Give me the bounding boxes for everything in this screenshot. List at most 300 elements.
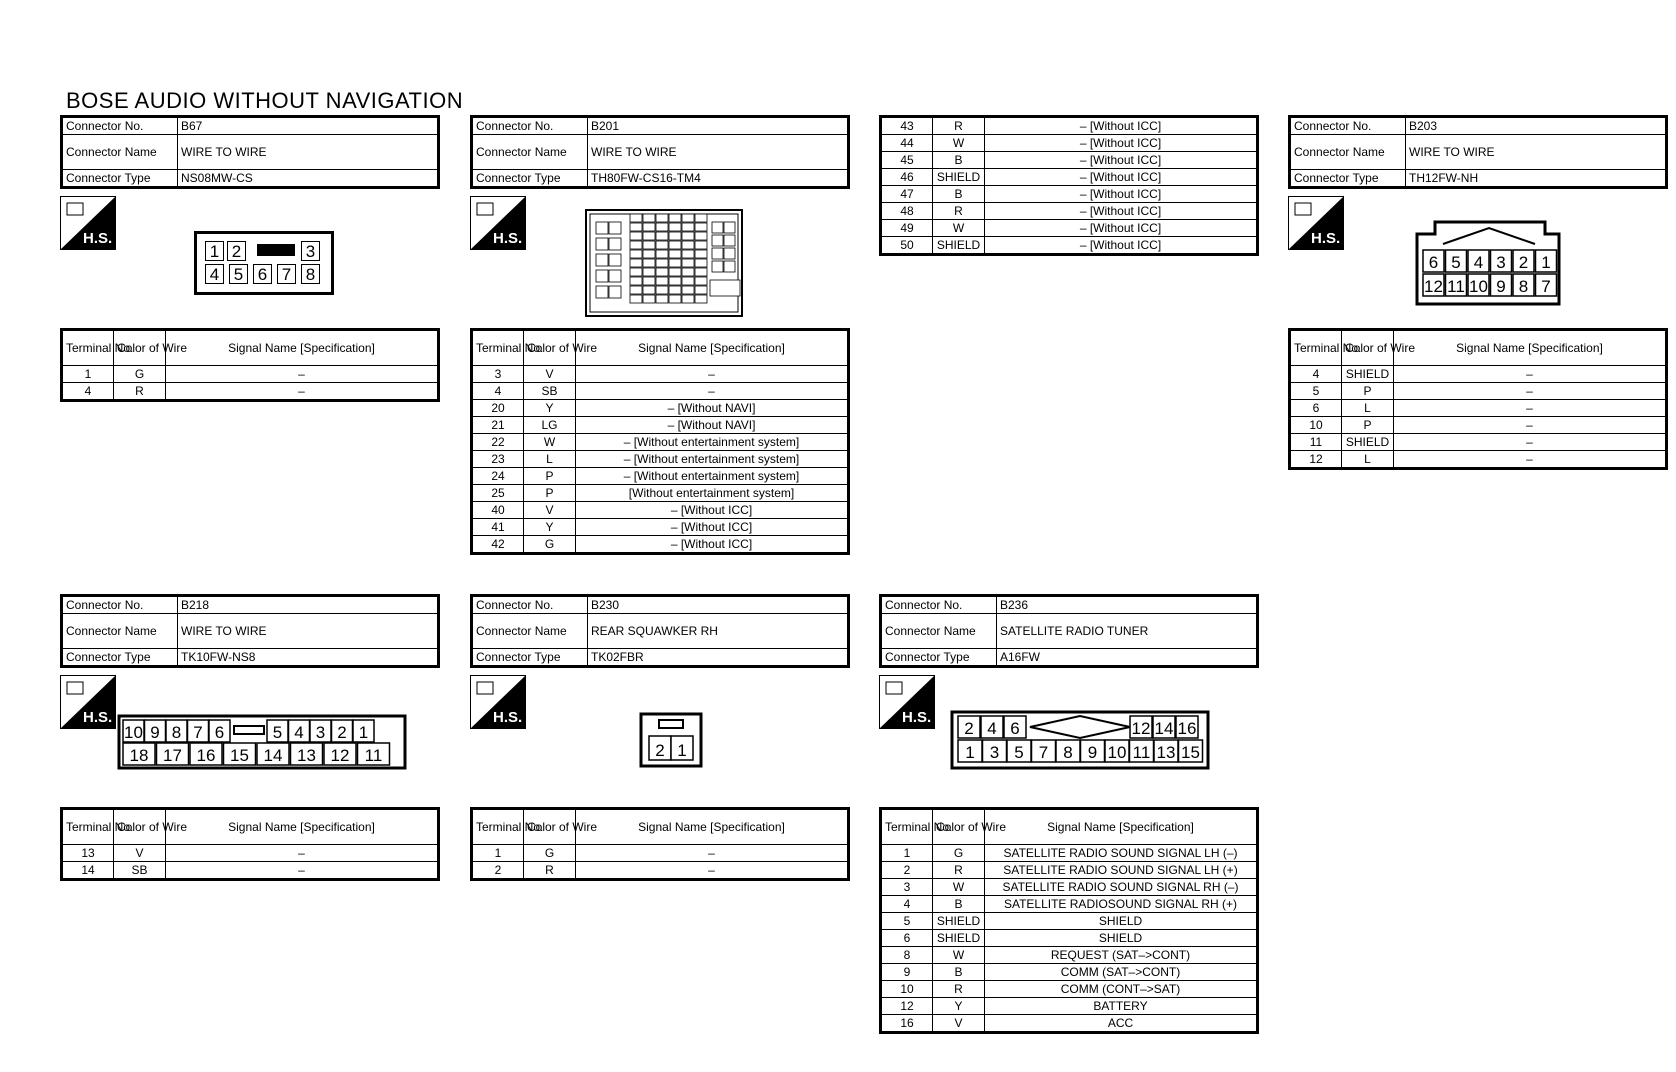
terminal-cell: 41 (472, 519, 524, 536)
table-row (472, 400, 849, 417)
terminal-cell: 47 (881, 186, 933, 203)
pin (1491, 274, 1512, 296)
pin (1130, 740, 1154, 762)
table-row (1290, 383, 1667, 400)
pin (1423, 274, 1444, 296)
color-cell: L (524, 451, 576, 468)
table-row (881, 152, 1258, 169)
svg-text:11: 11 (1132, 743, 1151, 762)
terminal-cell: 5 (1290, 383, 1342, 400)
terminal-cell: 12 (1290, 451, 1342, 469)
signal-cell: – (166, 862, 439, 880)
table-row (472, 451, 849, 468)
color-cell: B (933, 152, 985, 169)
terminal-cell: 24 (472, 468, 524, 485)
color-cell: P (1342, 417, 1394, 434)
pin (289, 720, 310, 742)
svg-text:H.S.: H.S. (83, 230, 113, 247)
table-row (472, 536, 849, 554)
color-cell: V (524, 502, 576, 519)
terminal-cell: 14 (62, 862, 114, 880)
color-cell: Y (524, 400, 576, 417)
color-cell: W (933, 135, 985, 152)
pin: 4 (205, 264, 224, 284)
table-row (881, 845, 1258, 862)
pin (649, 736, 671, 760)
hs-icon (60, 675, 116, 729)
color-cell: R (524, 862, 576, 880)
svg-text:7: 7 (193, 723, 203, 742)
connector-b218-header: Connector No. B218 Connector Name WIRE TO WIRE Connector Type TK10FW-NS8 (60, 594, 440, 668)
terminal-cell: 11 (1290, 434, 1342, 451)
terminal-cell: 10 (1290, 417, 1342, 434)
color-cell: R (933, 117, 985, 135)
terminal-cell: 50 (881, 237, 933, 255)
terminal-cell: 10 (881, 981, 933, 998)
color-cell: SHIELD (933, 237, 985, 255)
pin (1491, 250, 1512, 272)
svg-text:1: 1 (1541, 253, 1551, 272)
terminal-cell: 20 (472, 400, 524, 417)
terminal-cell: 13 (62, 845, 114, 862)
pin (332, 720, 353, 742)
signal-cell: – (1394, 400, 1667, 417)
pin (123, 720, 144, 742)
signal-cell: – (1394, 383, 1667, 400)
svg-text:5: 5 (1014, 743, 1024, 762)
color-cell: L (1342, 451, 1394, 469)
hs-icon (1288, 196, 1344, 250)
signal-cell: – [Without ICC] (985, 135, 1258, 152)
connector-b230-header: Connector No. B230 Connector Name REAR SQUAWKER RH Connector Type TK02FBR (470, 594, 850, 668)
signal-cell: – [Without ICC] (985, 220, 1258, 237)
signal-cell: – [Without entertainment system] (576, 451, 849, 468)
color-cell: P (524, 485, 576, 502)
color-cell: Y (933, 998, 985, 1015)
svg-text:5: 5 (1451, 253, 1461, 272)
svg-text:4: 4 (987, 719, 997, 738)
connector-b203-header: Connector No. B203 Connector Name WIRE TO WIRE Connector Type TH12FW-NH (1288, 115, 1668, 189)
pin (983, 740, 1007, 762)
color-cell: G (524, 536, 576, 554)
svg-text:9: 9 (1087, 743, 1098, 762)
pin: 2 (227, 241, 246, 261)
pin (981, 716, 1003, 738)
color-cell: SHIELD (1342, 366, 1394, 383)
svg-text:12: 12 (1424, 277, 1443, 296)
color-cell: SHIELD (933, 930, 985, 947)
svg-text:2: 2 (655, 741, 665, 760)
color-cell: W (933, 879, 985, 896)
signal-cell: – (1394, 451, 1667, 469)
table-row (881, 981, 1258, 998)
table-row: 4 R – (62, 383, 439, 401)
table-row: 1 G – (62, 366, 439, 383)
svg-text:3: 3 (1496, 253, 1506, 272)
svg-text:13: 13 (1156, 743, 1176, 762)
svg-text:3: 3 (989, 743, 1000, 762)
table-row (62, 862, 439, 880)
table-row (881, 1015, 1258, 1033)
connector-b201-header: Connector No. B201 Connector Name WIRE TO WIRE Connector Type TH80FW-CS16-TM4 (470, 115, 850, 189)
terminal-cell: 2 (881, 862, 933, 879)
table-row (881, 237, 1258, 255)
terminal-cell: 25 (472, 485, 524, 502)
terminal-cell: 46 (881, 169, 933, 186)
color-cell: SHIELD (933, 169, 985, 186)
pin (1423, 250, 1444, 272)
table-row (881, 879, 1258, 896)
connector-b236-header: Connector No. B236 Connector Name SATELLITE RADIO TUNER Connector Type A16FW (879, 594, 1259, 668)
connector-b67-header: Connector No. B67 Connector Name WIRE TO WIRE Connector Type NS08MW-CS (60, 115, 440, 189)
signal-cell: – (576, 845, 849, 862)
pin (1056, 740, 1080, 762)
terminal-cell: 3 (472, 366, 524, 383)
svg-text:12: 12 (1131, 719, 1151, 738)
pin (267, 720, 288, 742)
pin (257, 743, 289, 765)
color-cell: SB (524, 383, 576, 400)
pin (1176, 716, 1198, 738)
terminal-cell: 4 (881, 896, 933, 913)
svg-text:H.S.: H.S. (1311, 230, 1341, 247)
color-cell: G (933, 845, 985, 862)
table-row (472, 502, 849, 519)
svg-text:10: 10 (1107, 743, 1127, 762)
pin (157, 743, 189, 765)
pin (958, 716, 980, 738)
svg-text:11: 11 (1447, 277, 1465, 296)
svg-text:4: 4 (294, 723, 304, 742)
table-row (472, 383, 849, 400)
pin (1446, 274, 1467, 296)
table-row (881, 186, 1258, 203)
pin: 5 (229, 264, 248, 284)
signal-cell: – [Without ICC] (985, 117, 1258, 135)
table-row (472, 434, 849, 451)
pin (1513, 274, 1534, 296)
color-cell: LG (524, 417, 576, 434)
signal-cell: – [Without ICC] (985, 203, 1258, 220)
pin (1468, 274, 1489, 296)
terminal-cell: 43 (881, 117, 933, 135)
svg-text:13: 13 (297, 746, 316, 765)
terminal-cell: 42 (472, 536, 524, 554)
table-row (881, 964, 1258, 981)
color-cell: V (114, 845, 166, 862)
connector-type-value: NS08MW-CS (178, 170, 439, 188)
signal-cell: – [Without NAVI] (576, 417, 849, 434)
color-cell: R (933, 862, 985, 879)
table-row (1290, 434, 1667, 451)
terminal-cell: 12 (881, 998, 933, 1015)
pin (1032, 740, 1056, 762)
terminal-cell: 9 (881, 964, 933, 981)
pin (1179, 740, 1203, 762)
signal-cell: SATELLITE RADIO SOUND SIGNAL LH (–) (985, 845, 1258, 862)
connector-b236-signal-table: Terminal No. Color of Wire Signal Name [Specification] 1 G SATELLITE RADIO SOUND SIGNAL LH (–) 2 R SATELLITE RADIO SOUND SIGNAL LH (+) 3 W SATELLITE RADIO SOUND SIGNAL RH (–) 4 B SATELLITE RADIOSOUND SIGNAL RH (+) 5 SHIELD SHIELD 6 SHIELD SHIELD 8 W REQUEST (SAT–>CONT) 9 B COMM (SAT–>CONT) 10 R COMM (CONT–>SAT) 12 Y BATTERY 16 V ACC (879, 807, 1259, 1034)
signal-cell: – (166, 845, 439, 862)
pin (209, 720, 230, 742)
terminal-cell: 44 (881, 135, 933, 152)
svg-text:7: 7 (1541, 277, 1551, 296)
terminal-cell: 48 (881, 203, 933, 220)
hs-icon (470, 196, 526, 250)
connector-b218-signal-table: Terminal No. Color of Wire Signal Name [Specification] 13 V – 14 SB – (60, 807, 440, 881)
svg-text:5: 5 (272, 723, 283, 742)
signal-cell: – [Without ICC] (985, 169, 1258, 186)
pin (224, 743, 256, 765)
terminal-cell: 1 (472, 845, 524, 862)
signal-cell: – (576, 862, 849, 880)
color-cell: W (933, 947, 985, 964)
svg-text:12: 12 (330, 746, 350, 765)
svg-text:6: 6 (1010, 719, 1020, 738)
table-row (881, 930, 1258, 947)
signal-cell: COMM (SAT–>CONT) (985, 964, 1258, 981)
connector-b203-face (1407, 220, 1569, 311)
table-row (472, 366, 849, 383)
svg-text:4: 4 (1473, 253, 1484, 272)
table-row (472, 468, 849, 485)
svg-text:6: 6 (214, 723, 225, 742)
pin (1130, 716, 1152, 738)
color-cell: B (933, 896, 985, 913)
pin (123, 743, 155, 765)
pin: 7 (277, 264, 296, 284)
color-cell: B (933, 964, 985, 981)
pin (324, 743, 356, 765)
table-row (881, 169, 1258, 186)
terminal-cell: 45 (881, 152, 933, 169)
table-row (472, 417, 849, 434)
pin (1536, 274, 1557, 296)
pin (958, 740, 982, 762)
svg-text:16: 16 (1177, 719, 1197, 738)
svg-text:1: 1 (358, 723, 369, 742)
svg-text:H.S.: H.S. (493, 709, 523, 726)
lock-tab (257, 244, 295, 256)
color-cell: V (524, 366, 576, 383)
connector-b201-signal-table: Terminal No. Color of Wire Signal Name [Specification] 3 V – 4 SB – 20 Y – [Without NAVI] 21 LG – [Without NAVI] 22 W – [Without entertainment system] 23 L – [Without entertainment system] 24 P – [Without entertainment system] 25 P [Without entertainment system] 40 V – [Without ICC] 41 Y – [Without ICC] 42 G – [Without ICC] (470, 328, 850, 555)
pin: 3 (301, 241, 320, 261)
connector-name-value: WIRE TO WIRE (178, 135, 439, 170)
table-row (472, 862, 849, 880)
table-row (881, 203, 1258, 220)
color-cell: L (1342, 400, 1394, 417)
pin: 6 (253, 264, 272, 284)
pin (1081, 740, 1105, 762)
svg-text:10: 10 (124, 723, 143, 742)
table-row (881, 220, 1258, 237)
terminal-cell: 2 (472, 862, 524, 880)
signal-cell: SATELLITE RADIO SOUND SIGNAL RH (–) (985, 879, 1258, 896)
signal-cell: – (576, 383, 849, 400)
svg-text:9: 9 (150, 723, 160, 742)
pin: 1 (205, 241, 224, 261)
signal-cell: – [Without ICC] (985, 237, 1258, 255)
color-cell: SB (114, 862, 166, 880)
signal-cell: – [Without ICC] (985, 186, 1258, 203)
pin (1004, 716, 1026, 738)
signal-cell: – [Without ICC] (985, 152, 1258, 169)
signal-cell: – [Without NAVI] (576, 400, 849, 417)
svg-text:1: 1 (677, 741, 687, 760)
table-row (881, 117, 1258, 135)
svg-text:8: 8 (1063, 743, 1073, 762)
svg-text:16: 16 (196, 746, 216, 765)
svg-text:3: 3 (315, 723, 326, 742)
svg-text:1: 1 (965, 743, 975, 762)
table-row (1290, 417, 1667, 434)
signal-cell: ACC (985, 1015, 1258, 1033)
page-title: BOSE AUDIO WITHOUT NAVIGATION (66, 88, 464, 113)
svg-text:18: 18 (129, 746, 149, 765)
terminal-cell: 22 (472, 434, 524, 451)
svg-text:14: 14 (1154, 719, 1174, 738)
signal-cell: – [Without entertainment system] (576, 468, 849, 485)
connector-b201-face (584, 208, 744, 325)
table-row (881, 862, 1258, 879)
table-row (472, 519, 849, 536)
signal-cell: COMM (CONT–>SAT) (985, 981, 1258, 998)
svg-text:10: 10 (1469, 277, 1488, 296)
connector-b67-signal-table: Terminal No. Color of Wire Signal Name [Specification] 1 G – 4 R – (60, 328, 440, 402)
color-cell: R (933, 203, 985, 220)
pin (1513, 250, 1534, 272)
svg-text:6: 6 (1428, 253, 1439, 272)
terminal-cell: 4 (1290, 366, 1342, 383)
pin (310, 720, 331, 742)
signal-cell: – [Without ICC] (576, 519, 849, 536)
svg-text:8: 8 (1518, 277, 1529, 296)
svg-text:15: 15 (1181, 743, 1200, 762)
connector-b218-face (117, 714, 409, 777)
terminal-cell: 6 (1290, 400, 1342, 417)
table-row (881, 913, 1258, 930)
pin (358, 743, 390, 765)
terminal-cell: 49 (881, 220, 933, 237)
signal-cell: – (1394, 417, 1667, 434)
signal-cell: – (576, 366, 849, 383)
color-cell: V (933, 1015, 985, 1033)
svg-text:17: 17 (163, 746, 182, 765)
svg-text:H.S.: H.S. (83, 709, 113, 726)
pin (1536, 250, 1557, 272)
pin (1468, 250, 1489, 272)
svg-text:8: 8 (171, 723, 182, 742)
svg-text:2: 2 (964, 719, 974, 738)
svg-text:H.S.: H.S. (493, 230, 523, 247)
color-cell: Y (524, 519, 576, 536)
table-row (1290, 400, 1667, 417)
signal-cell: – [Without ICC] (576, 502, 849, 519)
connector-b230-face (639, 712, 705, 775)
table-row (472, 845, 849, 862)
connector-b203-signal-table: Terminal No. Color of Wire Signal Name [Specification] 4 SHIELD – 5 P – 6 L – 10 P – 11 SHIELD – 12 L – (1288, 328, 1668, 470)
terminal-cell: 8 (881, 947, 933, 964)
signal-cell: SATELLITE RADIOSOUND SIGNAL RH (+) (985, 896, 1258, 913)
terminal-cell: 23 (472, 451, 524, 468)
signal-cell: – [Without ICC] (576, 536, 849, 554)
terminal-cell: 6 (881, 930, 933, 947)
pin (1153, 716, 1175, 738)
signal-cell: SATELLITE RADIO SOUND SIGNAL LH (+) (985, 862, 1258, 879)
svg-text:7: 7 (1038, 743, 1049, 762)
color-cell: G (524, 845, 576, 862)
terminal-cell: 3 (881, 879, 933, 896)
table-row (881, 896, 1258, 913)
svg-text:9: 9 (1496, 277, 1506, 296)
svg-text:H.S.: H.S. (902, 709, 932, 726)
table-row (1290, 451, 1667, 469)
color-cell: P (1342, 383, 1394, 400)
svg-text:11: 11 (364, 746, 383, 765)
signal-cell: BATTERY (985, 998, 1258, 1015)
connector-b236-face (950, 710, 1212, 779)
connector-no-value: B67 (178, 117, 439, 135)
signal-cell: REQUEST (SAT–>CONT) (985, 947, 1258, 964)
terminal-cell: 40 (472, 502, 524, 519)
svg-text:2: 2 (1518, 253, 1529, 272)
color-cell: SHIELD (1342, 434, 1394, 451)
terminal-cell: 4 (472, 383, 524, 400)
signal-cell: SHIELD (985, 930, 1258, 947)
svg-text:2: 2 (337, 723, 347, 742)
pin (145, 720, 166, 742)
hs-icon (60, 196, 116, 250)
pin (1154, 740, 1178, 762)
terminal-cell: 16 (881, 1015, 933, 1033)
color-cell: W (933, 220, 985, 237)
color-cell: SHIELD (933, 913, 985, 930)
table-row (1290, 366, 1667, 383)
svg-text:15: 15 (230, 746, 249, 765)
connector-b67-face (194, 231, 334, 295)
table-row (62, 845, 439, 862)
table-row (881, 947, 1258, 964)
connector-b201-continuation-table (879, 115, 1259, 256)
signal-cell: – (1394, 434, 1667, 451)
signal-cell: – [Without entertainment system] (576, 434, 849, 451)
color-cell: W (524, 434, 576, 451)
pin: 8 (301, 264, 320, 284)
pin (166, 720, 187, 742)
signal-cell: [Without entertainment system] (576, 485, 849, 502)
pin (353, 720, 374, 742)
table-row (472, 485, 849, 502)
terminal-cell: 21 (472, 417, 524, 434)
pin (1446, 250, 1467, 272)
pin (188, 720, 209, 742)
pin (1105, 740, 1129, 762)
pin (190, 743, 222, 765)
svg-text:14: 14 (263, 746, 283, 765)
pin (1007, 740, 1031, 762)
table-row (881, 135, 1258, 152)
table-row (881, 998, 1258, 1015)
connector-b230-signal-table: Terminal No. Color of Wire Signal Name [Specification] 1 G – 2 R – (470, 807, 850, 881)
pin (671, 736, 693, 760)
color-cell: B (933, 186, 985, 203)
signal-cell: – (1394, 366, 1667, 383)
hs-icon (879, 675, 935, 729)
terminal-cell: 1 (881, 845, 933, 862)
signal-cell: SHIELD (985, 913, 1258, 930)
color-cell: R (933, 981, 985, 998)
terminal-cell: 5 (881, 913, 933, 930)
hs-icon (470, 675, 526, 729)
